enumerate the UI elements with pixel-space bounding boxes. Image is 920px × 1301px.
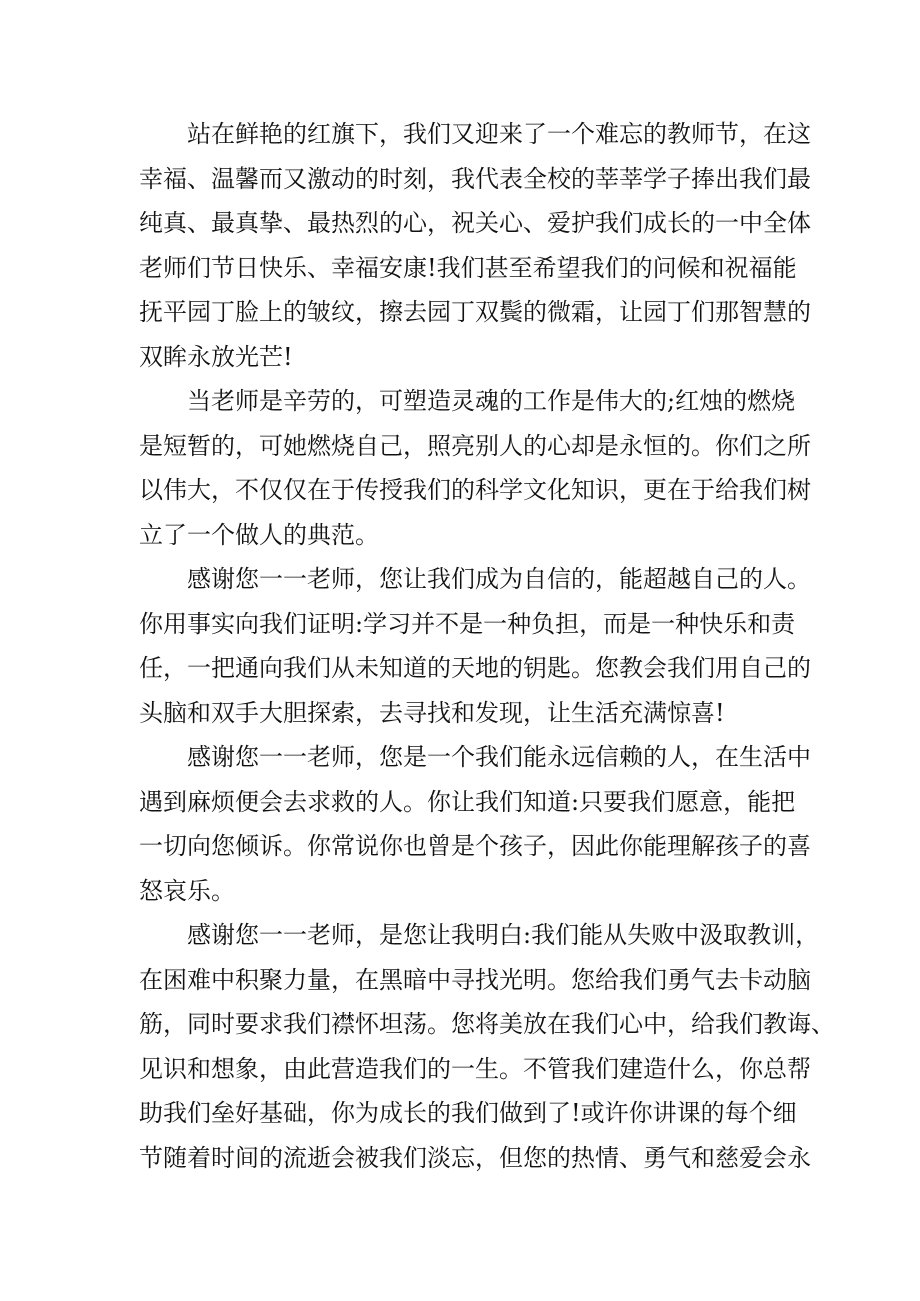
text-line: 当老师是辛劳的，可塑造灵魂的工作是伟大的;红烛的燃烧 [187,387,796,415]
text-line: 见识和想象，由此营造我们的一生。不管我们建造什么，你总帮 [139,1054,811,1083]
text-line: 助我们垒好基础，你为成长的我们做到了!或许你讲课的每个细 [139,1099,797,1127]
text-line: 是短暂的，可她燃烧自己，照亮别人的心却是永恒的。你们之所 [139,431,811,460]
text-line: 一切向您倾诉。你常说你也曾是个孩子，因此你能理解孩子的喜 [139,832,811,860]
text-line: 节随着时间的流逝会被我们淡忘，但您的热情、勇气和慈爱会永 [139,1143,811,1172]
text-line: 感谢您一一老师，您让我们成为自信的，能超越自己的人。 [187,565,811,593]
text-line: 头脑和双手大胆探索，去寻找和发现，让生活充满惊喜! [139,698,725,727]
text-line: 以伟大，不仅仅在于传授我们的科学文化知识，更在于给我们树 [139,476,811,504]
text-line: 怒哀乐。 [139,876,235,905]
text-line: 任，一把通向我们从未知道的天地的钥匙。您教会我们用自己的 [139,654,811,682]
text-line: 双眸永放光芒! [139,342,293,371]
text-line: 感谢您一一老师，您是一个我们能永远信赖的人，在生活中 [187,743,811,771]
text-line: 在困难中积聚力量，在黑暗中寻找光明。您给我们勇气去卡动脑 [139,965,811,994]
text-line: 遇到麻烦便会去求救的人。你让我们知道:只要我们愿意，能把 [139,787,796,816]
text-line: 幸福、温馨而又激动的时刻，我代表全校的莘莘学子捧出我们最 [139,164,811,193]
text-line: 站在鲜艳的红旗下，我们又迎来了一个难忘的教师节，在这 [187,120,811,148]
text-line: 老师们节日快乐、幸福安康!我们甚至希望我们的问候和祝福能 [139,253,797,282]
text-line: 你用事实向我们证明:学习并不是一种负担，而是一种快乐和责 [139,609,796,638]
text-line: 感谢您一一老师，是您让我明白:我们能从失败中汲取教训， [187,921,820,949]
body-text [139,112,835,1180]
text-line: 筋，同时要求我们襟怀坦荡。您将美放在我们心中，给我们教诲、 [139,1010,835,1038]
text-line: 立了一个做人的典范。 [139,520,379,549]
text-line: 抚平园丁脸上的皱纹，擦去园丁双鬓的微霜，让园丁们那智慧的 [139,298,811,326]
text-line: 纯真、最真挚、最热烈的心，祝关心、爱护我们成长的一中全体 [139,209,811,237]
